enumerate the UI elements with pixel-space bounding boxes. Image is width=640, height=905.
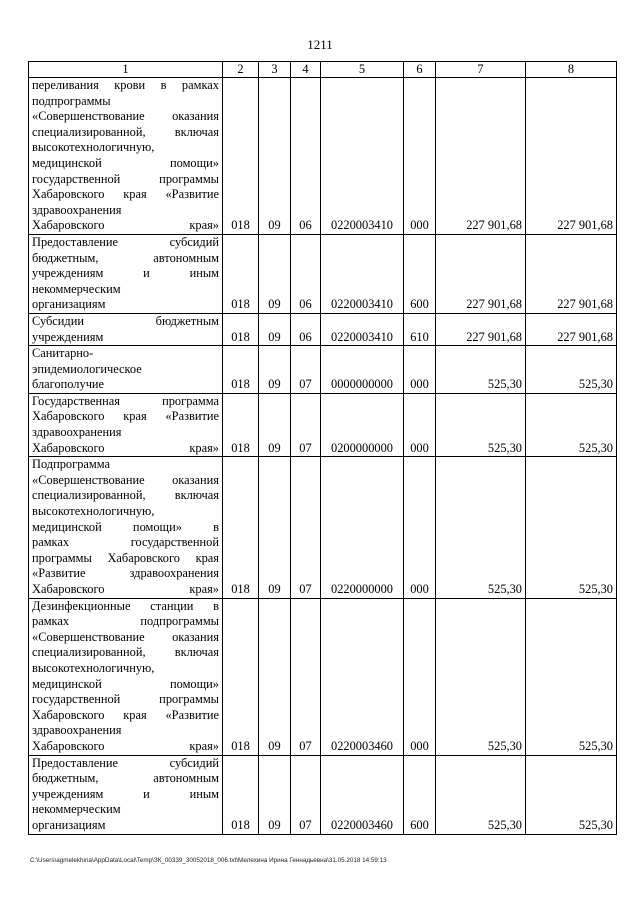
amount-cell: 525,30	[526, 393, 617, 456]
target-article-cell: 0220003410	[321, 78, 404, 235]
column-header: 7	[436, 62, 526, 78]
expense-type-cell: 600	[404, 755, 436, 834]
chapter-code-cell: 018	[223, 313, 259, 345]
table-header-row	[29, 62, 617, 78]
description-line: высокотехнологичную,	[32, 504, 155, 519]
description-line: некоммерческим	[32, 281, 121, 296]
description-line: переливания крови в рамках	[32, 78, 219, 92]
amount-cell: 525,30	[526, 457, 617, 598]
expense-type-cell: 610	[404, 313, 436, 345]
amount-cell: 525,30	[436, 346, 526, 394]
page-number: 1211	[307, 37, 333, 52]
amount-cell: 525,30	[436, 457, 526, 598]
amount-cell: 525,30	[436, 598, 526, 755]
file-path-footer: C:\Users\agmelekhina\AppData\Local\Temp\ЗК_00339_30052018_006.txt\Мелехина Ирина Геннадьевна\31.05.2018 14:59:13	[30, 857, 387, 864]
amount-cell: 227 901,68	[436, 78, 526, 235]
amount-cell: 525,30	[436, 755, 526, 834]
column-header: 1	[29, 62, 223, 78]
description-line: учреждениям и иным	[32, 786, 219, 801]
description-line: бюджетным, автономным	[32, 771, 219, 786]
description-line: «Совершенствование оказания	[32, 629, 219, 644]
target-article-cell: 0200000000	[321, 393, 404, 456]
row-description	[29, 234, 223, 313]
amount-cell: 227 901,68	[526, 78, 617, 235]
table-row	[29, 78, 617, 235]
section-code-cell: 09	[259, 598, 291, 755]
description-line: «Совершенствование оказания	[32, 109, 219, 124]
description-line: рамках подпрограммы	[32, 614, 219, 629]
table-body	[29, 78, 617, 835]
description-line: Субсидии бюджетным	[32, 313, 219, 328]
row-description	[29, 457, 223, 598]
description-line: специализированной, включая	[32, 124, 219, 139]
target-article-cell: 0000000000	[321, 346, 404, 394]
chapter-code-cell: 018	[223, 393, 259, 456]
table-row	[29, 313, 617, 345]
amount-cell: 227 901,68	[526, 234, 617, 313]
subsection-code-cell: 07	[291, 346, 321, 394]
amount-cell: 525,30	[526, 755, 617, 834]
description-line: Хабаровского края»	[32, 738, 219, 753]
table-row	[29, 346, 617, 394]
description-line: некоммерческим	[32, 802, 121, 817]
row-description	[29, 78, 223, 235]
row-description	[29, 313, 223, 345]
description-line: организациям	[32, 297, 106, 312]
expense-type-cell: 000	[404, 598, 436, 755]
description-line: Дезинфекционные станции в	[32, 598, 219, 613]
table-row	[29, 598, 617, 755]
column-header: 3	[259, 62, 291, 78]
amount-cell: 227 901,68	[436, 234, 526, 313]
chapter-code-cell: 018	[223, 755, 259, 834]
description-line: рамках государственной	[32, 535, 219, 550]
section-code-cell: 09	[259, 755, 291, 834]
description-line: Хабаровского края «Развитие	[32, 409, 219, 424]
section-code-cell: 09	[259, 393, 291, 456]
row-description	[29, 393, 223, 456]
target-article-cell: 0220003460	[321, 755, 404, 834]
table-row	[29, 234, 617, 313]
amount-cell: 227 901,68	[436, 313, 526, 345]
column-header: 5	[321, 62, 404, 78]
description-line: Хабаровского края «Развитие	[32, 707, 219, 722]
table-row	[29, 755, 617, 834]
subsection-code-cell: 07	[291, 598, 321, 755]
description-line: Предоставление субсидий	[32, 234, 219, 249]
target-article-cell: 0220003410	[321, 234, 404, 313]
target-article-cell: 0220000000	[321, 457, 404, 598]
chapter-code-cell: 018	[223, 346, 259, 394]
row-description	[29, 346, 223, 394]
subsection-code-cell: 07	[291, 755, 321, 834]
column-header: 2	[223, 62, 259, 78]
chapter-code-cell: 018	[223, 78, 259, 235]
description-line: программы Хабаровского края	[32, 550, 219, 565]
expense-type-cell: 600	[404, 234, 436, 313]
description-line: Хабаровского края»	[32, 440, 219, 455]
description-line: учреждениям и иным	[32, 266, 219, 281]
description-line: Хабаровского края «Развитие	[32, 187, 219, 202]
description-line: эпидемиологическое	[32, 361, 142, 376]
column-header: 4	[291, 62, 321, 78]
description-line: государственной программы	[32, 692, 219, 707]
description-line: Государственная программа	[32, 393, 219, 408]
subsection-code-cell: 06	[291, 78, 321, 235]
budget-table	[28, 61, 617, 835]
subsection-code-cell: 07	[291, 457, 321, 598]
amount-cell: 525,30	[436, 393, 526, 456]
description-line: Подпрограмма	[32, 457, 110, 472]
description-line: Хабаровского края»	[32, 582, 219, 596]
description-line: Предоставление субсидий	[32, 755, 219, 770]
description-line: здравоохранения	[32, 425, 122, 440]
subsection-code-cell: 06	[291, 234, 321, 313]
table-row	[29, 393, 617, 456]
description-line: высокотехнологичную,	[32, 660, 155, 675]
description-line: государственной программы	[32, 171, 219, 186]
target-article-cell: 0220003410	[321, 313, 404, 345]
description-line: «Развитие здравоохранения	[32, 566, 219, 581]
description-line: здравоохранения	[32, 723, 122, 738]
expense-type-cell: 000	[404, 393, 436, 456]
section-code-cell: 09	[259, 346, 291, 394]
target-article-cell: 0220003460	[321, 598, 404, 755]
description-line: благополучие	[32, 377, 105, 392]
description-line: бюджетным, автономным	[32, 250, 219, 265]
amount-cell: 525,30	[526, 598, 617, 755]
description-line: подпрограммы	[32, 93, 111, 108]
description-line: организациям	[32, 817, 106, 832]
column-header: 6	[404, 62, 436, 78]
expense-type-cell: 000	[404, 457, 436, 598]
section-code-cell: 09	[259, 78, 291, 235]
chapter-code-cell: 018	[223, 598, 259, 755]
description-line: медицинской помощи»	[32, 155, 219, 170]
table-row	[29, 457, 617, 598]
expense-type-cell: 000	[404, 346, 436, 394]
description-line: здравоохранения	[32, 202, 122, 217]
description-line: Санитарно-	[32, 346, 94, 361]
amount-cell: 227 901,68	[526, 313, 617, 345]
description-line: высокотехнологичную,	[32, 140, 155, 155]
chapter-code-cell: 018	[223, 457, 259, 598]
description-line: специализированной, включая	[32, 645, 219, 660]
row-description	[29, 598, 223, 755]
section-code-cell: 09	[259, 234, 291, 313]
description-line: Хабаровского края»	[32, 218, 219, 233]
description-line: медицинской помощи»	[32, 676, 219, 691]
description-line: «Совершенствование оказания	[32, 472, 219, 487]
row-description	[29, 755, 223, 834]
subsection-code-cell: 06	[291, 313, 321, 345]
expense-type-cell: 000	[404, 78, 436, 235]
section-code-cell: 09	[259, 457, 291, 598]
chapter-code-cell: 018	[223, 234, 259, 313]
column-header: 8	[526, 62, 617, 78]
section-code-cell: 09	[259, 313, 291, 345]
amount-cell: 525,30	[526, 346, 617, 394]
description-line: медицинской помощи» в	[32, 519, 219, 534]
subsection-code-cell: 07	[291, 393, 321, 456]
description-line: специализированной, включая	[32, 488, 219, 503]
description-line: учреждениям	[32, 329, 104, 344]
